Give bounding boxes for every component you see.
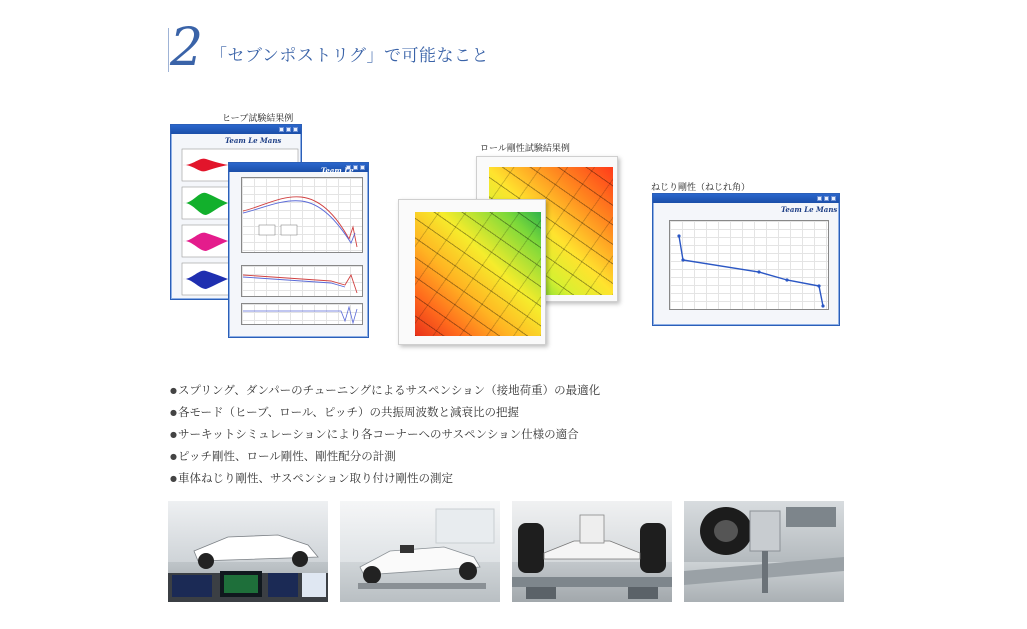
list-item: ● 各モード（ヒーブ、ロール、ピッチ）の共振周波数と減衰比の把握 (170, 402, 600, 424)
photo-car-on-rig-front (512, 501, 672, 602)
section-title: 「セブンポストリグ」で可能なこと (210, 46, 489, 66)
photo-car-on-rig-side (340, 501, 500, 602)
brand-logo-torsion: Team Le Mans (781, 205, 838, 214)
torsion-stiffness-curve (669, 220, 829, 310)
capability-list (170, 380, 600, 490)
list-item: ● 車体ねじり剛性、サスペンション取り付け剛性の測定 (170, 468, 600, 490)
roll-figure-label: ロール剛性試験結果例 (480, 144, 570, 154)
roll-heatmap-front (398, 199, 546, 345)
coherence-curves (241, 303, 363, 325)
brand-logo-front: Team Le (321, 166, 354, 175)
list-item: ● サーキットシミュレーションにより各コーナーへのサスペンション仕様の適合 (170, 424, 600, 446)
list-item: ● ピッチ剛性、ロール剛性、剛性配分の計測 (170, 446, 600, 468)
photo-wheel-actuator-closeup (684, 501, 844, 602)
torsion-figure-label: ねじり剛性（ねじれ角） (651, 183, 751, 193)
section-heading (170, 18, 489, 78)
list-item: ● スプリング、ダンパーのチューニングによるサスペンション（接地荷重）の最適化 (170, 380, 600, 402)
section-number: 2 (170, 18, 204, 78)
torsion-window (652, 193, 840, 326)
heave-figure-label: ヒーブ試験結果例 (222, 114, 294, 124)
photo-rig-control-room (168, 501, 328, 602)
frequency-response-curves (241, 177, 363, 253)
brand-logo: Team Le Mans (225, 136, 282, 145)
heave-window-front (228, 162, 369, 338)
phase-curves (241, 265, 363, 297)
